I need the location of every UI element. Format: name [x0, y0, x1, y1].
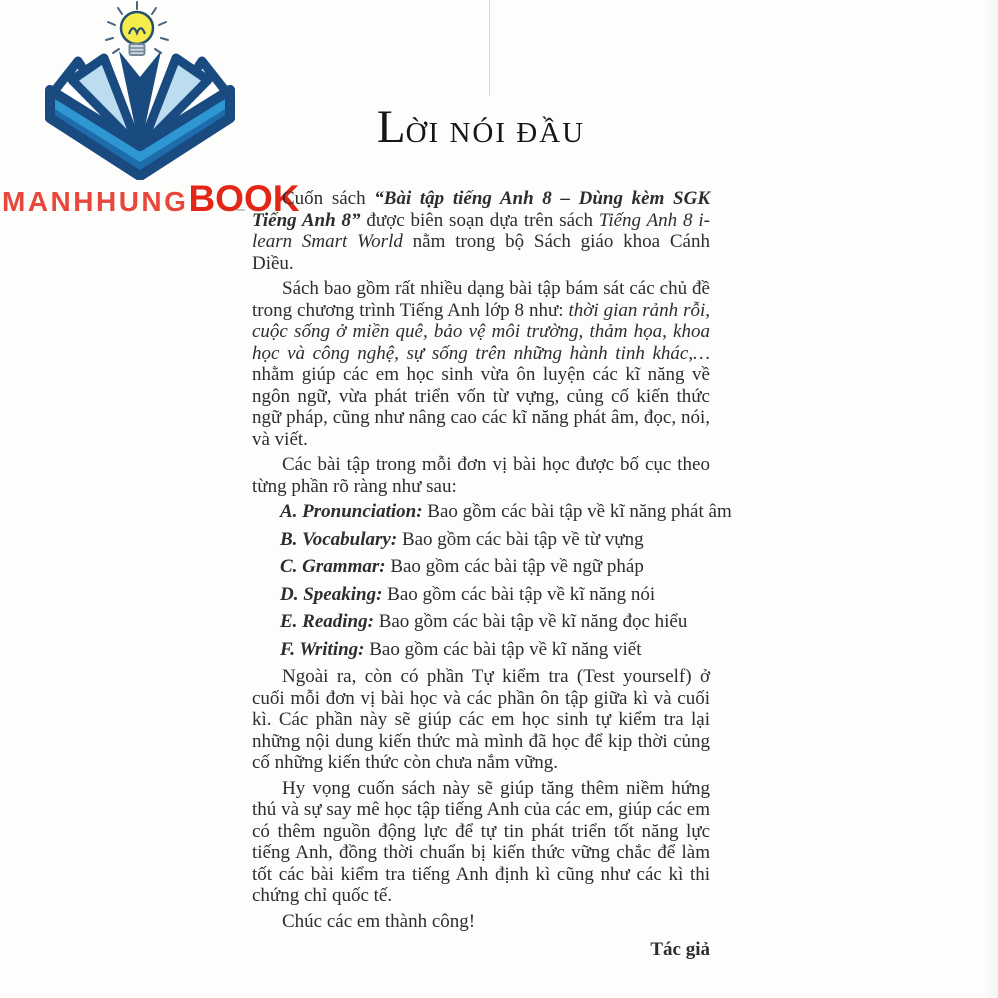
structure-intro-paragraph: Các bài tập trong mỗi đơn vị bài học được bố cục theo từng phần rõ ràng như sau:: [252, 454, 710, 497]
section-item-speaking: [280, 584, 710, 606]
section-text: Bao gồm các bài tập về kĩ năng phát âm: [422, 501, 732, 522]
overview-lead: Sách bao gồm rất nhiều dạng bài tập bám sát các chủ đề trong chương trình Tiếng Anh lớp 8 như:: [252, 278, 710, 321]
intro-source-title: Tiếng Anh 8 i-learn Smart World: [252, 209, 710, 252]
section-list: [280, 501, 732, 660]
section-item-writing: [280, 639, 710, 661]
preface-content: [252, 0, 732, 961]
section-text: Bao gồm các bài tập về kĩ năng đọc hiểu: [373, 611, 688, 632]
intro-paragraph: [252, 188, 710, 274]
overview-tail: nhằm giúp các em học sinh vừa ôn luyện các kĩ năng về ngôn ngữ, vừa phát triển vốn từ vựng, củng cố kiến thức ngữ pháp, cũng như nâng cao các kĩ năng phát âm, đọc, nói, và viết.: [252, 364, 710, 450]
section-item-pronunciation: [280, 501, 732, 523]
section-label: F. Writing:: [280, 638, 365, 660]
self-check-paragraph: Ngoài ra, còn có phần Tự kiểm tra (Test yourself) ở cuối mỗi đơn vị bài học và các phần ôn tập giữa kì và cuối kì. Các phần này sẽ giúp các em học sinh tự kiểm tra lại những nội dung kiến thức mà mình đã học để kịp thời củng cố những kiến thức còn chưa nắm vững.: [252, 666, 710, 773]
section-label: C. Grammar:: [280, 556, 386, 577]
title-dropcap: L: [376, 101, 406, 153]
hope-paragraph: Hy vọng cuốn sách này sẽ giúp tăng thêm niềm hứng thú và sự say mê học tập tiếng Anh của các em, giúp các em có thêm nguồn động lực để tự tin phát triển tốt năng lực tiếng Anh, đồng thời chuẩn bị kiến thức vững chắc để làm tốt các bài kiểm tra tiếng Anh định kì cũng như các kì thi chứng chỉ quốc tế.: [252, 777, 710, 906]
section-text: Bao gồm các bài tập về ngữ pháp: [385, 556, 644, 577]
section-text: Bao gồm các bài tập về kĩ năng nói: [382, 583, 656, 605]
intro-lead: Cuốn sách: [282, 188, 375, 209]
lightbulb-icon: [121, 12, 153, 55]
intro-mid: được biên soạn dựa trên sách: [360, 209, 599, 231]
section-label: B. Vocabulary:: [280, 528, 398, 550]
overview-topics: thời gian rảnh rỗi, cuộc sống ở miền quê, bảo vệ môi trường, thảm họa, khoa học và công nghệ, sự sống trên những hành tinh khác,…: [252, 299, 711, 364]
section-text: Bao gồm các bài tập về từ vựng: [397, 528, 644, 550]
closing-paragraph: Chúc các em thành công!: [282, 910, 476, 932]
overview-paragraph: [252, 278, 710, 450]
author-signature: Tác giả: [650, 939, 710, 960]
page-title: [252, 101, 710, 154]
section-label: E. Reading:: [280, 611, 374, 632]
intro-book-title: “Bài tập tiếng Anh 8 – Dùng kèm SGK Tiếng Anh 8”: [252, 188, 710, 231]
section-item-grammar: [280, 556, 710, 578]
section-text: Bao gồm các bài tập về kĩ năng viết: [364, 638, 642, 660]
section-item-vocabulary: [280, 529, 710, 551]
brand-primary-text: MANHHUNG: [2, 186, 189, 217]
section-label: A. Pronunciation:: [280, 501, 423, 522]
section-item-reading: [280, 611, 710, 633]
brand-secondary-text: BOOK: [188, 178, 300, 219]
section-label: D. Speaking:: [280, 583, 383, 605]
title-rest: ỜI NÓI ĐẦU: [405, 117, 586, 149]
intro-tail: nằm trong bộ Sách giáo khoa Cánh Diều.: [252, 231, 710, 274]
